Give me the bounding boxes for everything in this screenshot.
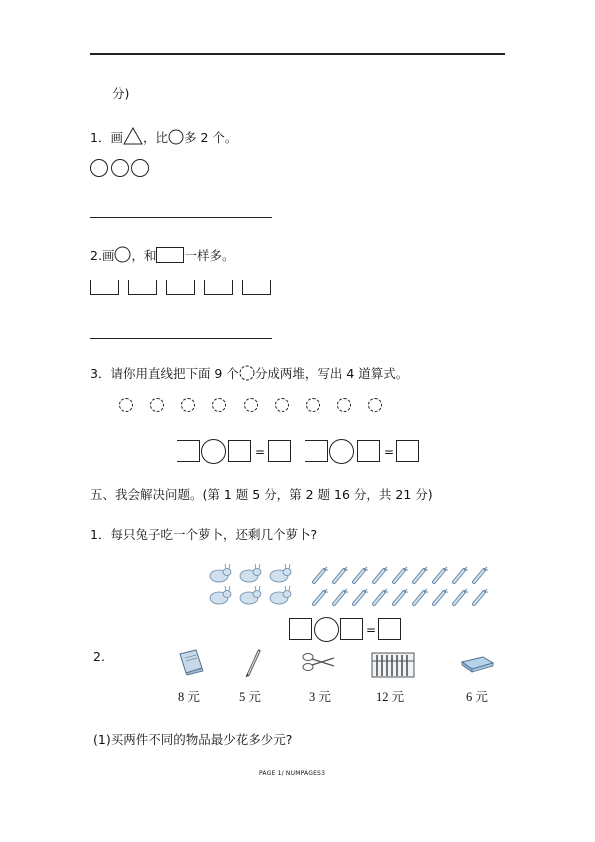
q3-text-b: 分成两堆，写出 4 道算式。 bbox=[254, 366, 409, 381]
q2-number: 2. bbox=[90, 248, 102, 263]
counting-circle bbox=[306, 398, 320, 412]
carrot-row-bottom bbox=[314, 589, 488, 604]
q3-text-a: 请你用直线把下面 9 个 bbox=[110, 366, 239, 381]
problem-1-text: 1．每只兔子吃一个萝卜，还剩几个萝卜? bbox=[90, 527, 318, 542]
answer-box[interactable] bbox=[289, 618, 312, 640]
counting-circle bbox=[244, 398, 258, 412]
counting-circle bbox=[275, 398, 289, 412]
given-rectangle bbox=[166, 280, 195, 295]
price-label: 6 元 bbox=[466, 690, 488, 704]
rabbit-icon bbox=[270, 564, 291, 582]
q2-text-c: 一样多。 bbox=[184, 248, 235, 263]
problem-2-number: 2. bbox=[93, 649, 105, 664]
circle-icon bbox=[168, 129, 184, 145]
operator-circle[interactable] bbox=[314, 617, 339, 642]
rabbit-icon bbox=[240, 564, 261, 582]
header-rule bbox=[90, 53, 505, 55]
counting-circle bbox=[368, 398, 382, 412]
rabbit-icon bbox=[240, 586, 261, 604]
equals-sign: = bbox=[255, 445, 266, 459]
question-2 bbox=[90, 246, 234, 264]
counting-circle bbox=[181, 398, 195, 412]
price-label: 5 元 bbox=[239, 690, 261, 704]
answer-box[interactable] bbox=[177, 440, 200, 462]
rabbit-icon bbox=[210, 586, 231, 604]
circle-icon bbox=[239, 365, 255, 381]
counting-circle bbox=[212, 398, 226, 412]
answer-box[interactable] bbox=[268, 440, 291, 462]
given-circle bbox=[131, 159, 149, 177]
answer-box[interactable] bbox=[228, 440, 251, 462]
section-5-title: 五、我会解决问题。(第 1 题 5 分，第 2 题 16 分，共 21 分) bbox=[90, 487, 433, 502]
page-footer: PAGE 1/ NUMPAGES3 bbox=[259, 770, 326, 777]
given-circle bbox=[90, 159, 108, 177]
price-label: 3 元 bbox=[309, 690, 331, 704]
counting-circle bbox=[337, 398, 351, 412]
carrot-row-top bbox=[314, 567, 488, 582]
rabbit-icon bbox=[270, 586, 291, 604]
answer-line bbox=[90, 338, 272, 339]
answer-box[interactable] bbox=[340, 618, 363, 640]
answer-box[interactable] bbox=[357, 440, 380, 462]
given-rectangle bbox=[90, 280, 119, 295]
problem-2-question-1: (1)买两件不同的物品最少花多少元? bbox=[93, 732, 293, 747]
q1-number: 1． bbox=[90, 130, 111, 145]
q1-text-a: 画 bbox=[110, 130, 123, 145]
pencil-icon bbox=[244, 648, 264, 678]
carrots-picture bbox=[312, 564, 490, 610]
abacus-icon bbox=[371, 652, 415, 678]
given-rectangle bbox=[242, 280, 271, 295]
answer-line bbox=[90, 217, 272, 218]
equals-sign: = bbox=[384, 445, 395, 459]
answer-box[interactable] bbox=[378, 618, 401, 640]
triangle-icon bbox=[123, 127, 143, 145]
q2-text-a: 画 bbox=[101, 248, 115, 263]
operator-circle[interactable] bbox=[201, 439, 226, 464]
given-circle bbox=[111, 159, 129, 177]
given-rectangle bbox=[204, 280, 233, 295]
pencil-case-icon bbox=[459, 654, 495, 674]
counting-circle bbox=[150, 398, 164, 412]
answer-box[interactable] bbox=[396, 440, 419, 462]
notebook-icon bbox=[176, 648, 206, 676]
rabbit-icon bbox=[210, 564, 231, 582]
counting-circle bbox=[119, 398, 133, 412]
q1-text-b: ，比 bbox=[142, 130, 168, 145]
q3-number: 3． bbox=[90, 366, 111, 381]
question-1 bbox=[90, 127, 237, 146]
price-label: 8 元 bbox=[178, 690, 200, 704]
rectangle-icon bbox=[156, 247, 184, 263]
answer-box[interactable] bbox=[305, 440, 328, 462]
equals-sign: = bbox=[366, 623, 377, 637]
operator-circle[interactable] bbox=[329, 439, 354, 464]
top-fragment: 分) bbox=[112, 86, 130, 101]
circle-icon bbox=[114, 246, 131, 263]
price-label: 12 元 bbox=[376, 690, 405, 704]
q2-text-b: ，和 bbox=[131, 248, 157, 263]
question-3 bbox=[90, 365, 408, 382]
q1-text-c: 多 2 个。 bbox=[183, 130, 238, 145]
scissors-icon bbox=[302, 651, 336, 673]
rabbits-picture bbox=[206, 563, 298, 609]
given-rectangle bbox=[128, 280, 157, 295]
